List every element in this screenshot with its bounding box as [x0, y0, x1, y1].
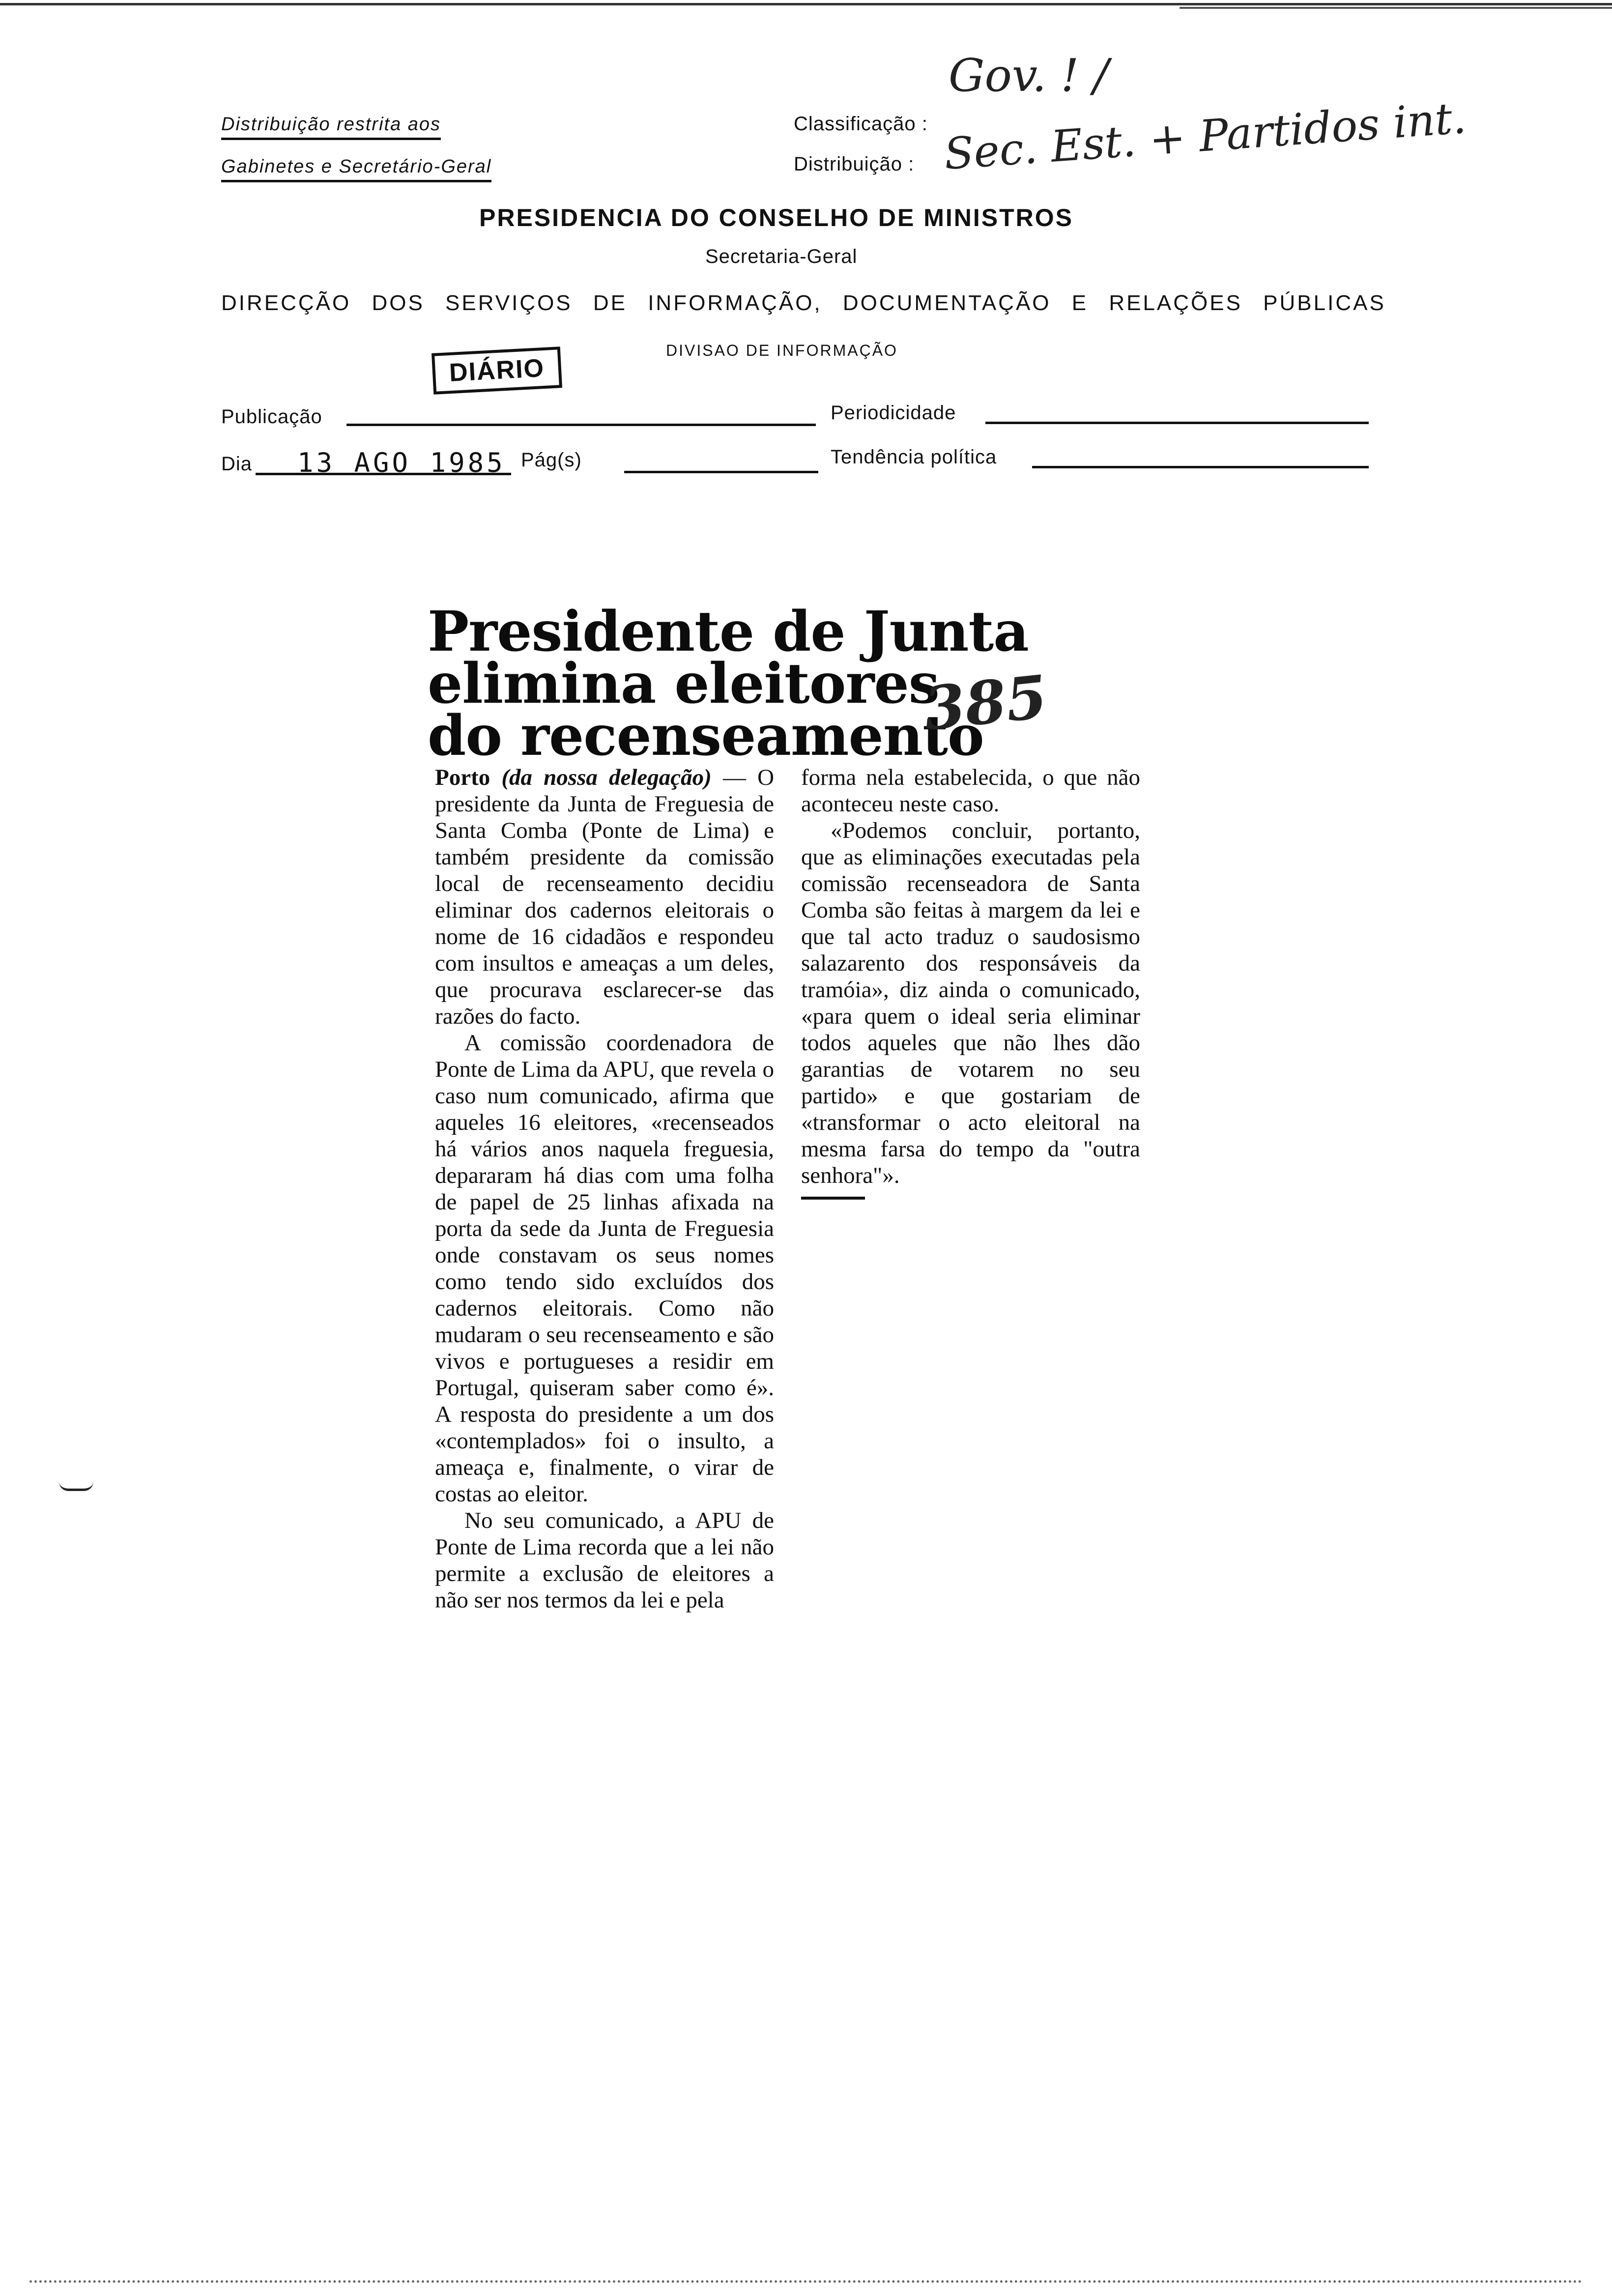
publicacao-line [346, 424, 816, 426]
classificacao-label: Classificação : [794, 113, 928, 135]
article-headline-1: Presidente de Junta [428, 600, 1029, 664]
article-headline-2: elimina eleitores [428, 652, 939, 716]
article-paragraph: forma nela estabelecida, o que não aconteceu neste caso. [801, 765, 1140, 817]
scan-edge-top [0, 3, 1612, 5]
article-dateline [435, 764, 774, 1030]
article-column-2 [801, 764, 1140, 1200]
article-column-1 [435, 764, 774, 1613]
article-headline-3: do recenseamento [428, 704, 984, 768]
article-paragraph: — O presidente da Junta de Freguesia de Santa Comba (Ponte de Lima) e também presidente da comissão local de recenseamento decidiu eliminar dos cadernos eleitorais o nome de 16 cidadãos e respondeu com insultos e ameaças a um deles, que procurava esclarecer-se das razões do facto. [435, 765, 775, 1029]
scan-margin-mark [59, 1482, 93, 1491]
ministry-title: PRESIDENCIA DO CONSELHO DE MINISTROS [479, 204, 1074, 231]
handwritten-top-note: Gov. ! / [949, 49, 1109, 102]
scan-edge-top-right [1180, 7, 1612, 9]
tendencia-line [1032, 466, 1369, 468]
date-stamp: 13 AGO 1985 [297, 447, 506, 478]
tendencia-label: Tendência política [831, 446, 997, 468]
dia-label: Dia [221, 453, 253, 475]
handwritten-distribution: Sec. Est. + Partidos int. [942, 92, 1468, 179]
article-end-rule [801, 1197, 865, 1200]
article-paragraph: A comissão coordenadora de Ponte de Lima da APU, que revela o caso num comunicado, afirma que aqueles 16 eleitores, «recenseados há vários anos naquela freguesia, depararam há dias com uma folha de papel de 25 linhas afixada na porta da sede da Junta de Freguesia onde constavam os seus nomes como tendo sido excluídos dos cadernos eleitorais. Como não mudaram o seu recenseamento e são vivos e portugueses a residir em Portugal, quiseram saber como é». A resposta do presidente a um dos «contemplados» foi o insulto, a ameaça e, finalmente, o virar de costas ao eleitor. [435, 1030, 774, 1507]
divisao-heading: DIVISAO DE INFORMAÇÃO [666, 342, 898, 359]
direccao-heading: DIRECÇÃO DOS SERVIÇOS DE INFORMAÇÃO, DOCUMENTAÇÃO E RELAÇÕES PÚBLICAS [221, 291, 1386, 315]
article-paragraph: No seu comunicado, a APU de Ponte de Lima recorda que a lei não permite a exclusão de eleitores a não ser nos termos da lei e pela [435, 1508, 774, 1613]
distribuicao-label: Distribuição : [794, 153, 915, 175]
article-paragraph: «Podemos concluir, portanto, que as eliminações executadas pela comissão recenseadora de Santa Comba são feitas à margem da lei e que tal acto traduz o saudosismo salazarento dos responsáveis da tramóia», diz ainda o comunicado, «para quem o ideal seria eliminar todos aqueles que não lhes dão garantias de votarem no seu partido» e que gostariam de «transformar o acto eleitoral na mesma farsa do tempo da "outra senhora"». [801, 818, 1140, 1188]
pags-label: Pág(s) [521, 449, 582, 471]
restricted-line-2: Gabinetes e Secretário-Geral [221, 156, 491, 177]
periodicidade-line [985, 422, 1369, 424]
diario-stamp: DIÁRIO [432, 346, 562, 395]
dateline-place: Porto [435, 765, 490, 790]
secretaria-geral: Secretaria-Geral [705, 246, 858, 267]
dateline-source: (da nossa delegação) [501, 765, 712, 790]
publicacao-label: Publicação [221, 406, 322, 428]
handwritten-number: 385 [921, 662, 1051, 744]
pags-line [624, 471, 818, 473]
restricted-line-1: Distribuição restrita aos [221, 114, 441, 135]
periodicidade-label: Periodicidade [831, 402, 956, 424]
scan-edge-bottom [29, 2280, 1583, 2283]
